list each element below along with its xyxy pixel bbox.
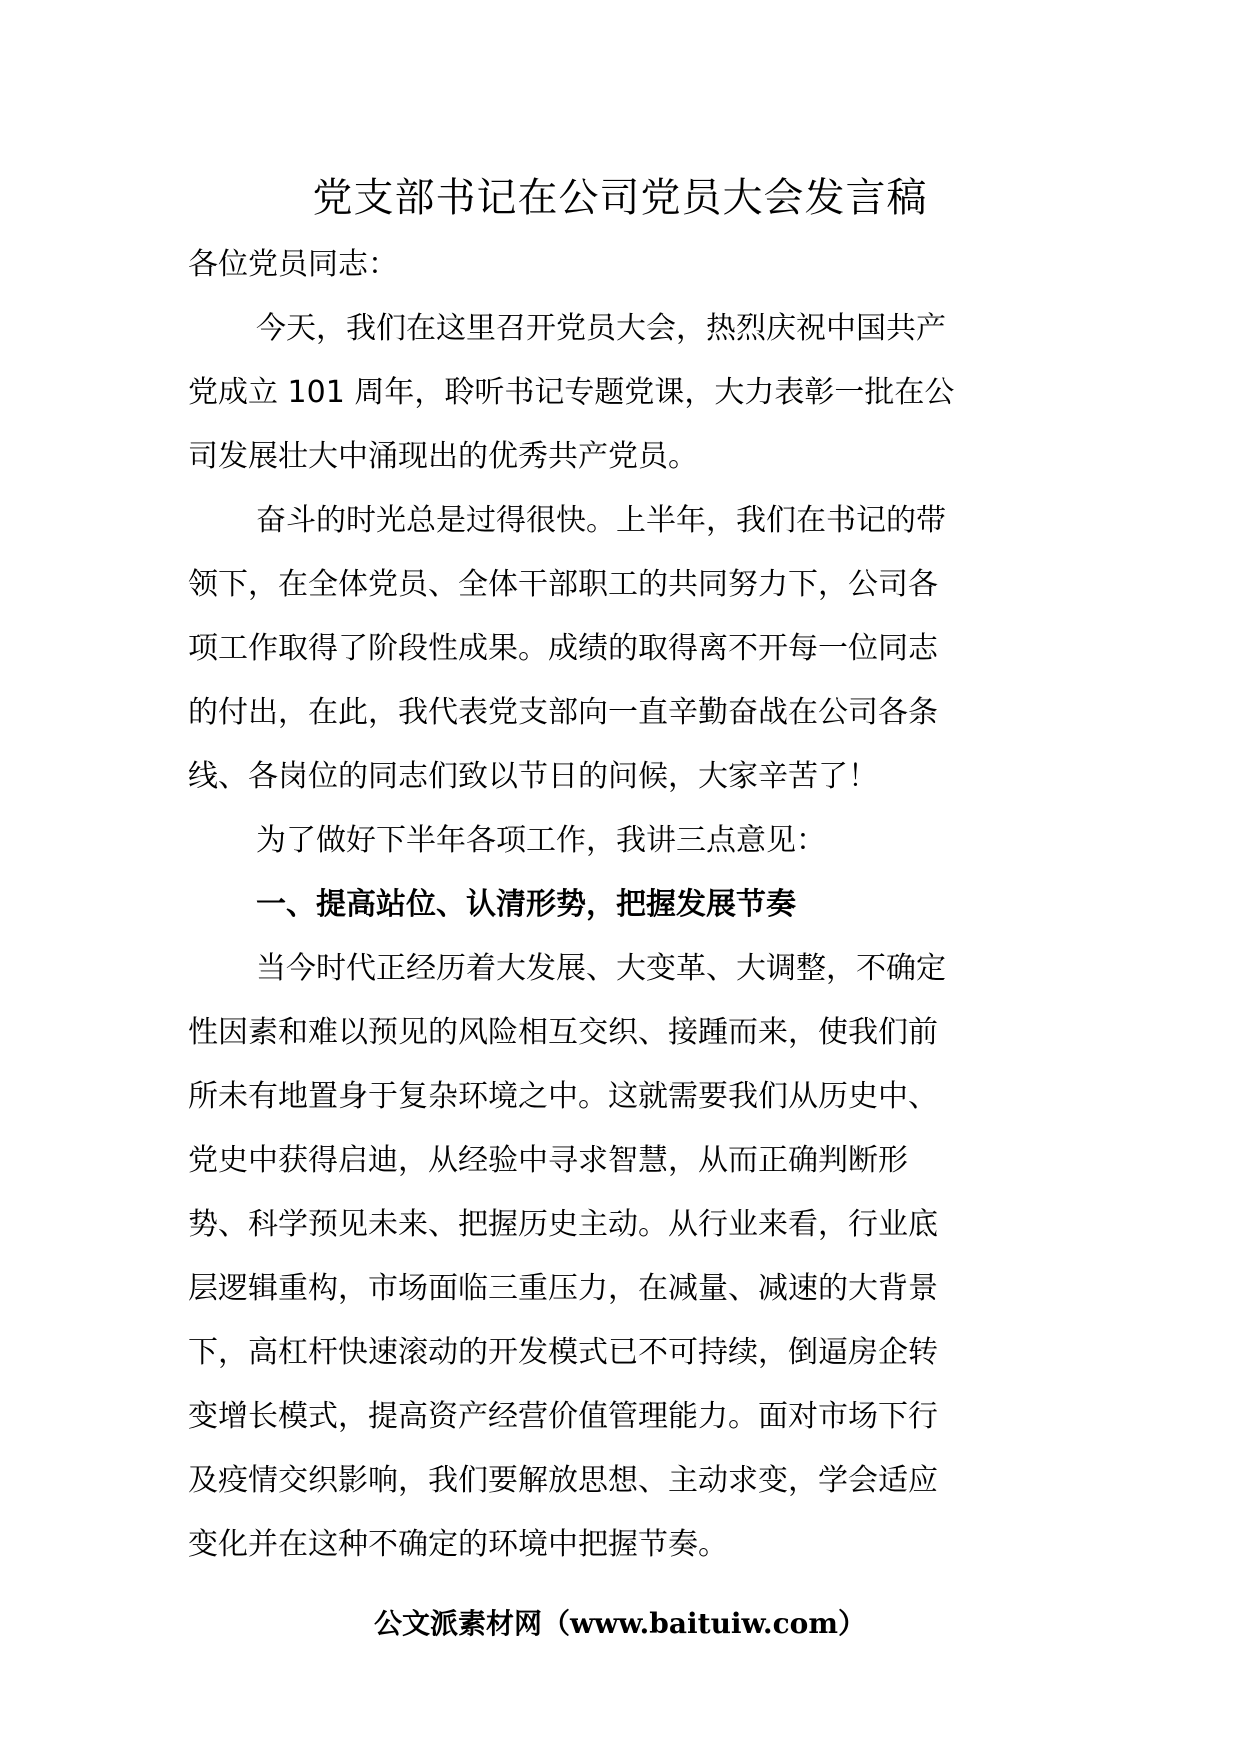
paragraph-line: 势、科学预见未来、把握历史主动。从行业来看，行业底 bbox=[188, 1207, 938, 1242]
paragraph-line: 为了做好下半年各项工作，我讲三点意见： bbox=[256, 823, 826, 858]
paragraph-line: 变化并在这种不确定的环境中把握节奏。 bbox=[188, 1527, 728, 1562]
document-body bbox=[188, 233, 1054, 1577]
salutation: 各位党员同志： bbox=[188, 247, 398, 282]
paragraph-line: 奋斗的时光总是过得很快。上半年，我们在书记的带 bbox=[256, 503, 946, 538]
source-watermark: 公文派素材网（www.baituiw.com） bbox=[374, 1607, 866, 1640]
paragraph-line: 变增长模式，提高资产经营价值管理能力。面对市场下行 bbox=[188, 1399, 938, 1434]
paragraph-line: 性因素和难以预见的风险相互交织、接踵而来，使我们前 bbox=[188, 1015, 938, 1050]
paragraph-line: 项工作取得了阶段性成果。成绩的取得离不开每一位同志 bbox=[188, 631, 938, 666]
paragraph-line: 所未有地置身于复杂环境之中。这就需要我们从历史中、 bbox=[188, 1079, 938, 1114]
paragraph-line: 的付出，在此，我代表党支部向一直辛勤奋战在公司各条 bbox=[188, 695, 938, 730]
paragraph-line: 党成立 101 周年，聆听书记专题党课，大力表彰一批在公 bbox=[188, 375, 955, 410]
paragraph-line: 司发展壮大中涌现出的优秀共产党员。 bbox=[188, 439, 698, 474]
paragraph-line: 党史中获得启迪，从经验中寻求智慧，从而正确判断形 bbox=[188, 1143, 908, 1178]
paragraph-line: 当今时代正经历着大发展、大变革、大调整，不确定 bbox=[256, 951, 946, 986]
section-heading: 一、提高站位、认清形势，把握发展节奏 bbox=[256, 887, 796, 922]
paragraph-line: 线、各岗位的同志们致以节日的问候，大家辛苦了！ bbox=[188, 759, 878, 794]
paragraph-line: 层逻辑重构，市场面临三重压力，在减量、减速的大背景 bbox=[188, 1271, 938, 1306]
document-title: 党支部书记在公司党员大会发言稿 bbox=[312, 175, 928, 221]
paragraph-line: 及疫情交织影响，我们要解放思想、主动求变，学会适应 bbox=[188, 1463, 938, 1498]
paragraph-line: 今天，我们在这里召开党员大会，热烈庆祝中国共产 bbox=[256, 311, 946, 346]
paragraph-line: 下，高杠杆快速滚动的开发模式已不可持续，倒逼房企转 bbox=[188, 1335, 938, 1370]
paragraph-line: 领下，在全体党员、全体干部职工的共同努力下，公司各 bbox=[188, 567, 938, 602]
